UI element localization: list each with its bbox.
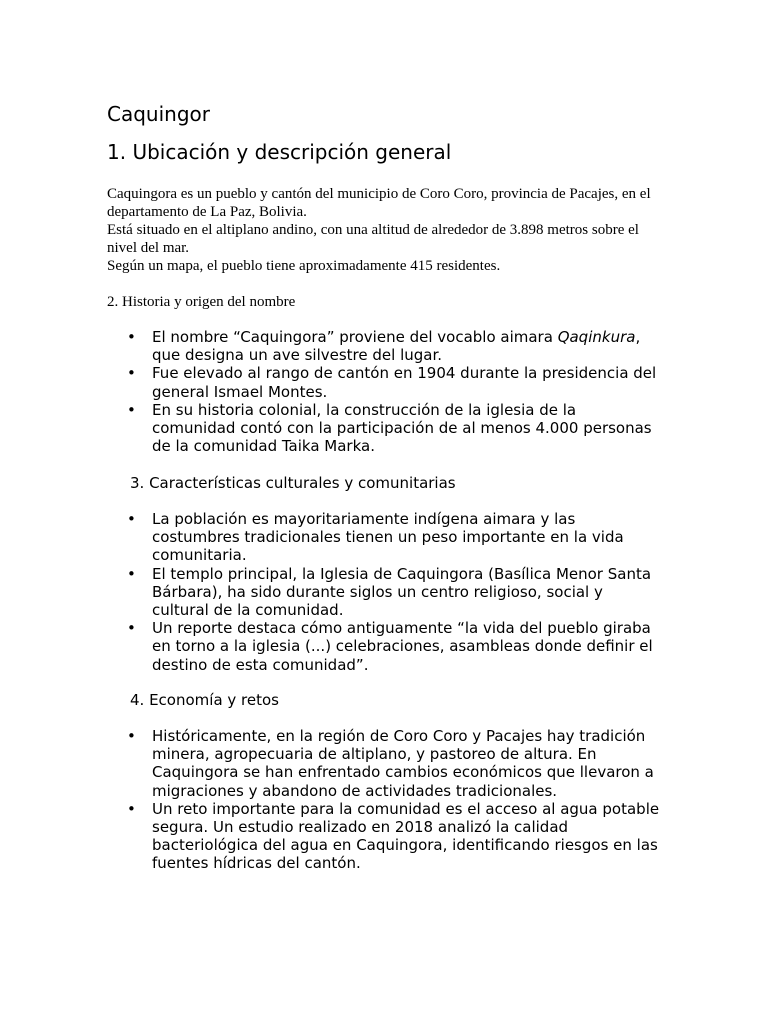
bullet-icon: • — [127, 564, 136, 583]
section-2-heading: 2. Historia y origen del nombre — [107, 294, 296, 310]
bullet-icon: • — [127, 727, 136, 745]
bullet-icon: • — [127, 510, 136, 528]
list-item — [127, 619, 663, 674]
list-item-emphasis: Qaqinkura — [557, 328, 636, 346]
list-item — [127, 727, 663, 800]
list-item-text: El templo principal, la Iglesia de Caquingora (Basílica Menor Santa Bárbara), ha sido durante siglos un centro religioso, social y cultural de la comunidad. — [152, 564, 652, 620]
section-2-list — [127, 328, 663, 455]
bullet-icon: • — [127, 400, 136, 419]
bullet-icon: • — [127, 619, 136, 638]
list-item-text: Fue elevado al rango de cantón en 1904 durante la presidencia del general Ismael Montes. — [152, 364, 657, 401]
section-3-heading: 3. Características culturales y comunitarias — [130, 474, 456, 492]
list-item-text: En su historia colonial, la construcción de la iglesia de la comunidad contó con la participación de al menos 4.000 personas de la comunidad Taika Marka. — [152, 400, 652, 456]
list-item — [127, 565, 663, 620]
list-item — [127, 328, 663, 364]
section-1-body — [107, 185, 667, 275]
list-item — [127, 510, 663, 565]
section-3-list — [127, 510, 663, 674]
list-item-text: La población es mayoritariamente indígena aimara y las costumbres tradicionales tienen un peso importante en la vida comunitaria. — [152, 510, 624, 565]
list-item — [127, 364, 663, 400]
section-4-list — [127, 727, 663, 873]
list-item — [127, 800, 663, 873]
paragraph-population: Según un mapa, el pueblo tiene aproximadamente 415 residentes. — [107, 258, 501, 274]
list-item-text: Un reporte destaca cómo antiguamente “la vida del pueblo giraba en torno a la iglesia (...) celebraciones, asambleas donde definir el destino de esta comunidad”. — [152, 619, 653, 674]
paragraph-location: Caquingora es un pueblo y cantón del municipio de Coro Coro, provincia de Pacajes, en el departamento de La Paz, Bolivia. — [107, 186, 651, 220]
paragraph-altitude: Está situado en el altiplano andino, con una altitud de alrededor de 3.898 metros sobre el nivel del mar. — [107, 222, 639, 256]
list-item — [127, 401, 663, 456]
document-title: Caquingor — [107, 102, 210, 126]
bullet-icon: • — [127, 799, 136, 818]
list-item-text-end: , que designa un ave silvestre del lugar. — [152, 328, 641, 365]
bullet-icon: • — [127, 328, 136, 346]
bullet-icon: • — [127, 364, 136, 383]
section-1-heading: 1. Ubicación y descripción general — [107, 140, 452, 164]
list-item-text: Históricamente, en la región de Coro Coro y Pacajes hay tradición minera, agropecuaria de altiplano, y pastoreo de altura. En Caquingora se han enfrentado cambios económicos que llevaron a migraciones y abandono de actividades tradicionales. — [152, 727, 654, 800]
section-4-heading: 4. Economía y retos — [130, 691, 279, 709]
list-item-text: El nombre “Caquingora” proviene del vocablo aimara — [152, 328, 558, 346]
list-item-text: Un reto importante para la comunidad es el acceso al agua potable segura. Un estudio realizado en 2018 analizó la calidad bacteriológica del agua en Caquingora, identificando riesgos en las fuentes hídricas del cantón. — [152, 799, 660, 873]
